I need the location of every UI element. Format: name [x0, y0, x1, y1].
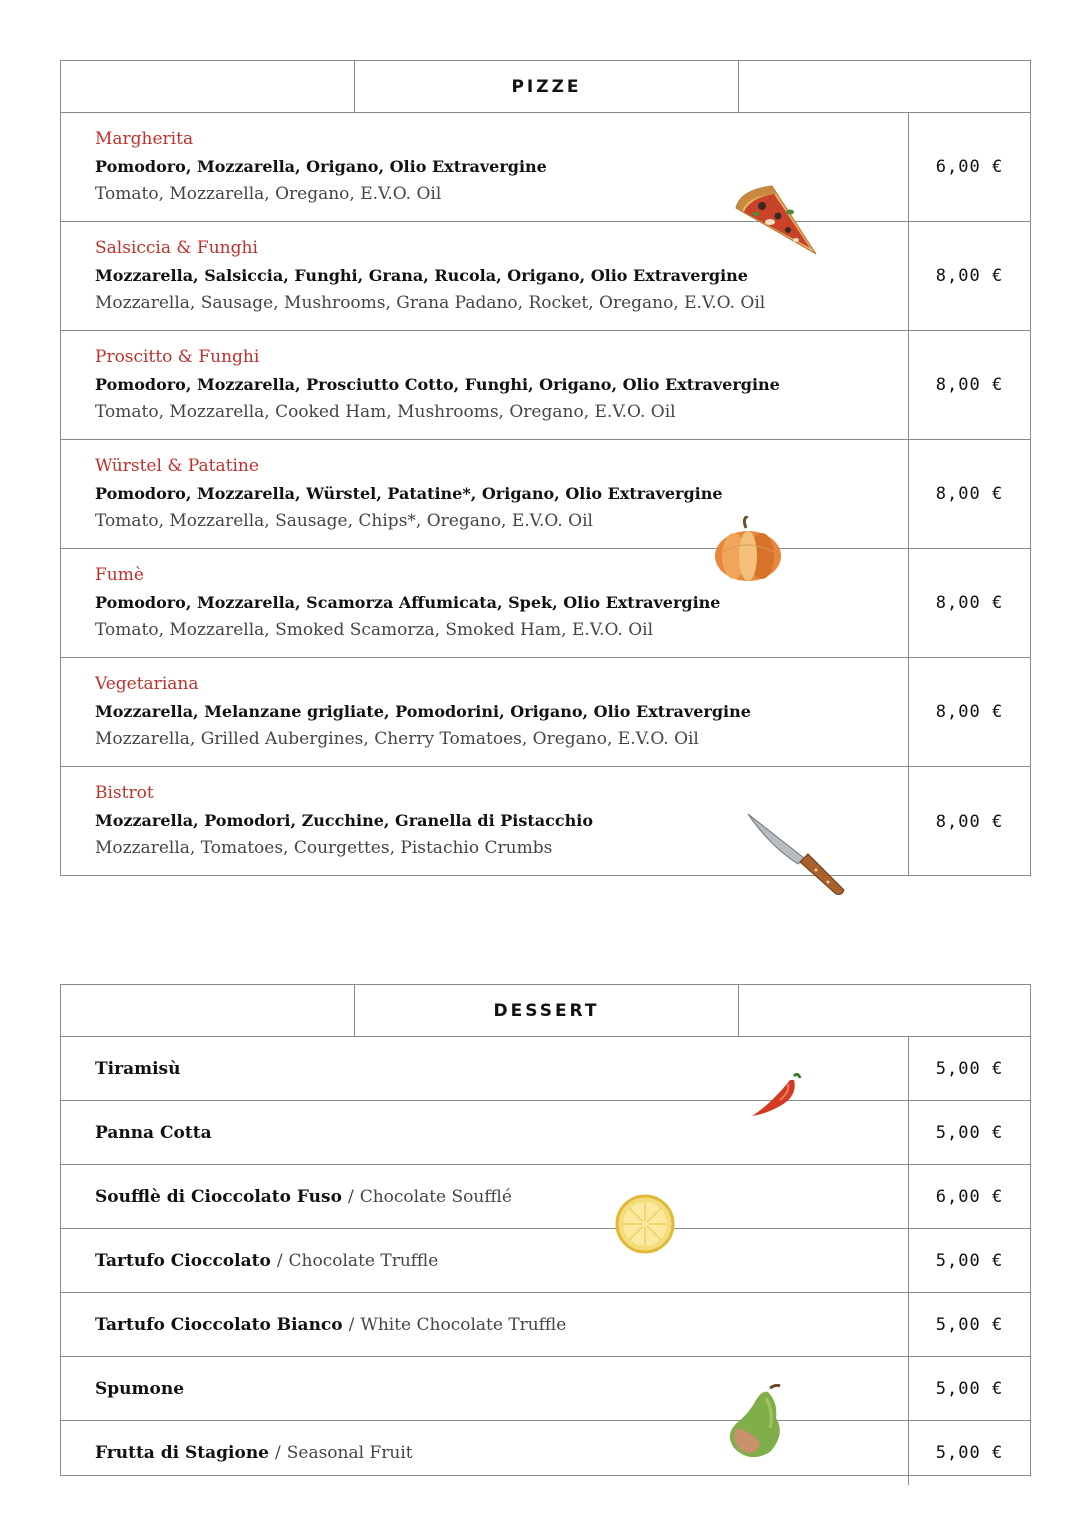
dessert-item-translation: White Chocolate Truffle [360, 1314, 567, 1335]
pizze-header [61, 61, 1030, 113]
menu-item-name: Vegetariana [95, 674, 199, 694]
dessert-item-description [61, 1229, 909, 1292]
menu-item-price: 8,00 € [935, 811, 1004, 832]
menu-item-row [61, 549, 1030, 658]
dessert-item-name: Soufflè di Cioccolato Fuso [95, 1186, 342, 1207]
dessert-section [60, 984, 1031, 1476]
menu-item-row [61, 767, 1030, 876]
dessert-item-row [61, 1421, 1030, 1485]
menu-item-price: 8,00 € [935, 484, 1004, 504]
menu-item-price: 8,00 € [935, 702, 1004, 722]
dessert-item-name: Frutta di Stagione [95, 1443, 269, 1463]
menu-item-ingredients-en: Tomato, Mozzarella, Smoked Scamorza, Smoked Ham, E.V.O. Oil [95, 620, 654, 640]
dessert-item-separator: / [276, 1250, 283, 1271]
dessert-item-row [61, 1101, 1030, 1165]
pear-icon [726, 1384, 786, 1460]
menu-item-ingredients-en: Tomato, Mozzarella, Sausage, Chips*, Oregano, E.V.O. Oil [95, 511, 593, 531]
menu-item-ingredients-it: Pomodoro, Mozzarella, Prosciutto Cotto, Funghi, Origano, Olio Extravergine [95, 375, 780, 394]
menu-item-ingredients-it: Pomodoro, Mozzarella, Würstel, Patatine*, Origano, Olio Extravergine [95, 484, 723, 503]
dessert-header-tab [354, 985, 739, 1036]
lemon-slice-icon [614, 1194, 676, 1254]
dessert-item-description [61, 1293, 909, 1356]
pumpkin-icon [712, 516, 784, 584]
pizze-section [60, 60, 1031, 876]
dessert-item-description [61, 1165, 909, 1228]
menu-item-description [61, 658, 909, 766]
pizze-header-tab [354, 61, 739, 112]
dessert-header [61, 985, 1030, 1037]
dessert-item-price: 5,00 € [935, 1250, 1004, 1271]
pizza-slice-icon [732, 182, 820, 258]
menu-item-row [61, 658, 1030, 767]
dessert-item-name: Panna Cotta [95, 1122, 212, 1143]
menu-item-price: 8,00 € [935, 375, 1004, 395]
menu-item-ingredients-it: Mozzarella, Salsiccia, Funghi, Grana, Rucola, Origano, Olio Extravergine [95, 266, 748, 285]
dessert-item-price: 5,00 € [935, 1378, 1004, 1399]
dessert-item-price: 6,00 € [935, 1186, 1004, 1207]
dessert-item-price: 5,00 € [935, 1443, 1004, 1463]
menu-item-row [61, 113, 1030, 222]
menu-item-price: 8,00 € [935, 593, 1004, 613]
menu-item-ingredients-it: Pomodoro, Mozzarella, Scamorza Affumicata, Spek, Olio Extravergine [95, 593, 721, 612]
menu-item-price: 6,00 € [935, 157, 1004, 177]
menu-item-name: Bistrot [95, 783, 154, 803]
dessert-item-name: Spumone [95, 1378, 185, 1399]
dessert-item-row [61, 1037, 1030, 1101]
dessert-item-name: Tartufo Cioccolato Bianco [95, 1314, 343, 1335]
menu-item-ingredients-it: Pomodoro, Mozzarella, Origano, Olio Extravergine [95, 157, 547, 176]
menu-item-row [61, 440, 1030, 549]
menu-item-name: Margherita [95, 129, 194, 149]
dessert-item-separator: / [347, 1186, 354, 1207]
dessert-item-translation: Chocolate Truffle [288, 1250, 439, 1271]
menu-item-name: Fumè [95, 565, 144, 585]
dessert-item-price: 5,00 € [935, 1058, 1004, 1079]
menu-item-ingredients-en: Tomato, Mozzarella, Cooked Ham, Mushrooms, Oregano, E.V.O. Oil [95, 402, 676, 422]
menu-item-ingredients-en: Mozzarella, Sausage, Mushrooms, Grana Padano, Rocket, Oregano, E.V.O. Oil [95, 293, 766, 313]
menu-item-name: Salsiccia & Funghi [95, 238, 258, 258]
dessert-item-price: 5,00 € [935, 1314, 1004, 1335]
menu-item-ingredients-en: Tomato, Mozzarella, Oregano, E.V.O. Oil [95, 184, 442, 204]
chili-pepper-icon [750, 1072, 802, 1118]
menu-item-ingredients-it: Mozzarella, Melanzane grigliate, Pomodorini, Origano, Olio Extravergine [95, 702, 751, 721]
menu-item-ingredients-en: Mozzarella, Grilled Aubergines, Cherry Tomatoes, Oregano, E.V.O. Oil [95, 729, 699, 749]
knife-icon [746, 810, 848, 898]
dessert-item-price: 5,00 € [935, 1122, 1004, 1143]
dessert-item-translation: Chocolate Soufflé [359, 1186, 512, 1207]
dessert-item-separator: / [348, 1314, 355, 1335]
menu-item-row [61, 331, 1030, 440]
menu-item-name: Würstel & Patatine [95, 456, 259, 476]
menu-item-row [61, 222, 1030, 331]
menu-item-name: Proscitto & Funghi [95, 347, 260, 367]
pizze-title: PIZZE [511, 76, 582, 97]
dessert-item-separator: / [275, 1443, 281, 1463]
dessert-item-row [61, 1229, 1030, 1293]
dessert-item-row [61, 1165, 1030, 1229]
menu-item-description [61, 331, 909, 439]
dessert-item-translation: Seasonal Fruit [286, 1443, 413, 1463]
menu-item-ingredients-it: Mozzarella, Pomodori, Zucchine, Granella di Pistacchio [95, 811, 593, 830]
menu-item-ingredients-en: Mozzarella, Tomatoes, Courgettes, Pistachio Crumbs [95, 838, 553, 858]
dessert-item-name: Tiramisù [95, 1058, 181, 1079]
dessert-title: DESSERT [493, 1000, 600, 1021]
dessert-item-row [61, 1357, 1030, 1421]
dessert-item-name: Tartufo Cioccolato [95, 1250, 271, 1271]
dessert-item-row [61, 1293, 1030, 1357]
menu-item-price: 8,00 € [935, 266, 1004, 286]
